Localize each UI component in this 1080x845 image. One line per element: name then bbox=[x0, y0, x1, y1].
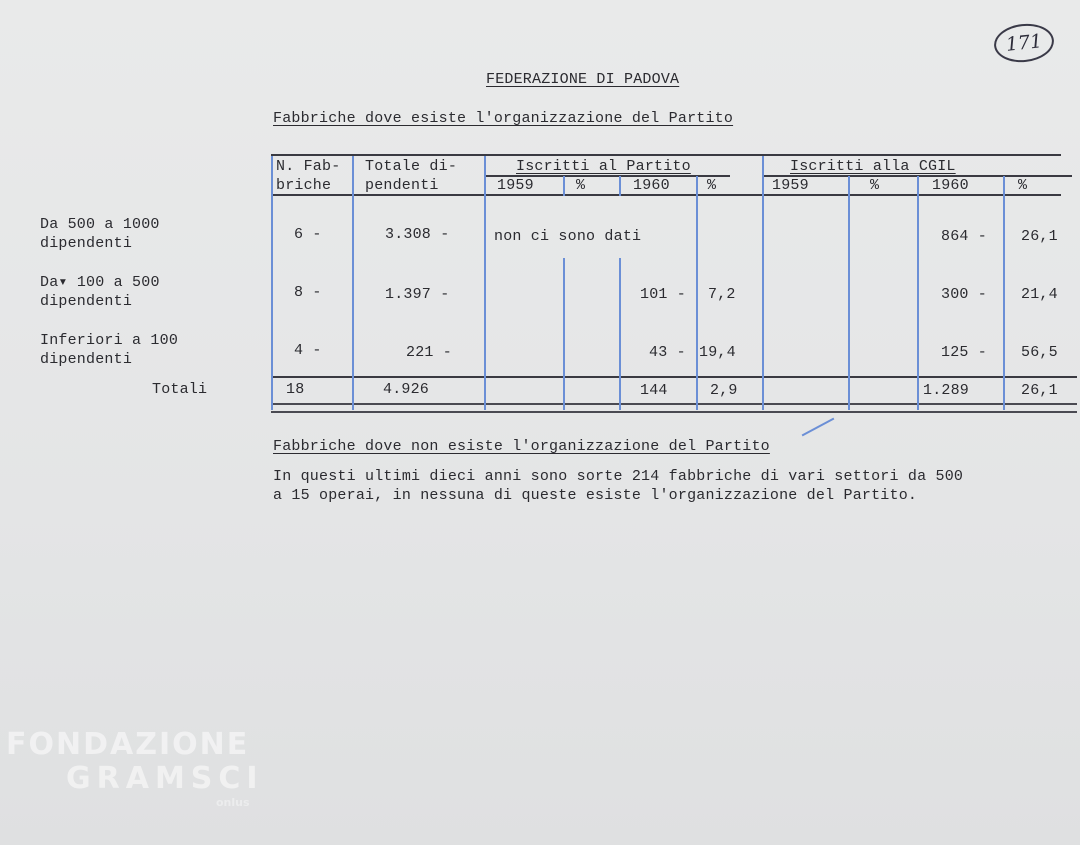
header-partito-1959: 1959 bbox=[497, 177, 534, 194]
header-cgil-1959: 1959 bbox=[772, 177, 809, 194]
vline-p1959 bbox=[563, 258, 565, 410]
vline-n-fab bbox=[352, 156, 354, 410]
vline-totale bbox=[484, 156, 486, 410]
header-partito-pct-1960: % bbox=[707, 177, 717, 194]
document-heading: FEDERAZIONE DI PADOVA bbox=[486, 71, 680, 88]
totals-cgil-1960: 1.289 bbox=[923, 382, 970, 399]
table-top-rule bbox=[271, 154, 1061, 156]
paragraph-line-2: a 15 operai, in nessuna di queste esiste l'organizzazione del Partito. bbox=[273, 487, 918, 504]
row3-partito-pct: 19,4 bbox=[699, 344, 736, 361]
totals-partito-pct: 2,9 bbox=[710, 382, 738, 399]
vline-cpct bbox=[917, 176, 919, 410]
vline-c1960 bbox=[1003, 176, 1005, 410]
row2-cgil-pct: 21,4 bbox=[1021, 286, 1058, 303]
header-totale-2: pendenti bbox=[365, 177, 439, 194]
row1-totale: 3.308 - bbox=[385, 226, 450, 243]
totals-label: Totali bbox=[152, 381, 208, 398]
row2-label-1: Da▾ 100 a 500 bbox=[40, 274, 160, 291]
header-partito-1960: 1960 bbox=[633, 177, 670, 194]
totals-partito-1960: 144 bbox=[640, 382, 668, 399]
totals-cgil-pct: 26,1 bbox=[1021, 382, 1058, 399]
header-n-fab-1: N. Fab- bbox=[276, 158, 341, 175]
vline-p1960 bbox=[696, 176, 698, 410]
section-title-with-party: Fabbriche dove esiste l'organizzazione del Partito bbox=[273, 110, 734, 127]
section-title-without-party: Fabbriche dove non esiste l'organizzazione del Partito bbox=[273, 438, 770, 455]
row3-label-1: Inferiori a 100 bbox=[40, 332, 179, 349]
row3-partito-1960: 43 - bbox=[649, 344, 686, 361]
row2-label-2: dipendenti bbox=[40, 293, 133, 310]
row2-partito-1960: 101 - bbox=[640, 286, 687, 303]
row1-label-2: dipendenti bbox=[40, 235, 133, 252]
row1-label-1: Da 500 a 1000 bbox=[40, 216, 160, 233]
header-cgil-pct-1959: % bbox=[870, 177, 880, 194]
header-n-fab-2: briche bbox=[276, 177, 332, 194]
header-cgil-1960: 1960 bbox=[932, 177, 969, 194]
header-iscritti-partito: Iscritti al Partito bbox=[516, 158, 691, 175]
row2-n: 8 - bbox=[294, 284, 322, 301]
header-totale-1: Totale di- bbox=[365, 158, 458, 175]
vline-partito bbox=[762, 156, 764, 410]
row1-partito-note: non ci sono dati bbox=[494, 228, 642, 245]
row1-n: 6 - bbox=[294, 226, 322, 243]
vline-left bbox=[271, 156, 273, 410]
row3-n: 4 - bbox=[294, 342, 322, 359]
totals-double-rule bbox=[271, 403, 1077, 413]
vline-c1959 bbox=[848, 176, 850, 410]
totals-n: 18 bbox=[286, 381, 305, 398]
header-partito-pct-1959: % bbox=[576, 177, 586, 194]
fondazione-gramsci-watermark: FONDAZIONE GRAMSCI onlus bbox=[6, 727, 264, 809]
row2-totale: 1.397 - bbox=[385, 286, 450, 303]
row1-cgil-1960: 864 - bbox=[941, 228, 988, 245]
totals-totale: 4.926 bbox=[383, 381, 430, 398]
check-mark bbox=[802, 418, 835, 437]
header-cgil-pct-1960: % bbox=[1018, 177, 1028, 194]
vline-ppct-head bbox=[619, 176, 621, 196]
row1-cgil-pct: 26,1 bbox=[1021, 228, 1058, 245]
page-number-stamp: 171 bbox=[992, 21, 1056, 65]
vline-p1959-head bbox=[563, 176, 565, 196]
row2-cgil-1960: 300 - bbox=[941, 286, 988, 303]
totals-top-rule bbox=[271, 376, 1077, 378]
paragraph-line-1: In questi ultimi dieci anni sono sorte 214 fabbriche di vari settori da 500 bbox=[273, 468, 964, 485]
row3-cgil-1960: 125 - bbox=[941, 344, 988, 361]
row3-totale: 221 - bbox=[406, 344, 453, 361]
header-iscritti-cgil: Iscritti alla CGIL bbox=[790, 158, 956, 175]
row2-partito-pct: 7,2 bbox=[708, 286, 736, 303]
row3-cgil-pct: 56,5 bbox=[1021, 344, 1058, 361]
row3-label-2: dipendenti bbox=[40, 351, 133, 368]
vline-ppct bbox=[619, 258, 621, 410]
